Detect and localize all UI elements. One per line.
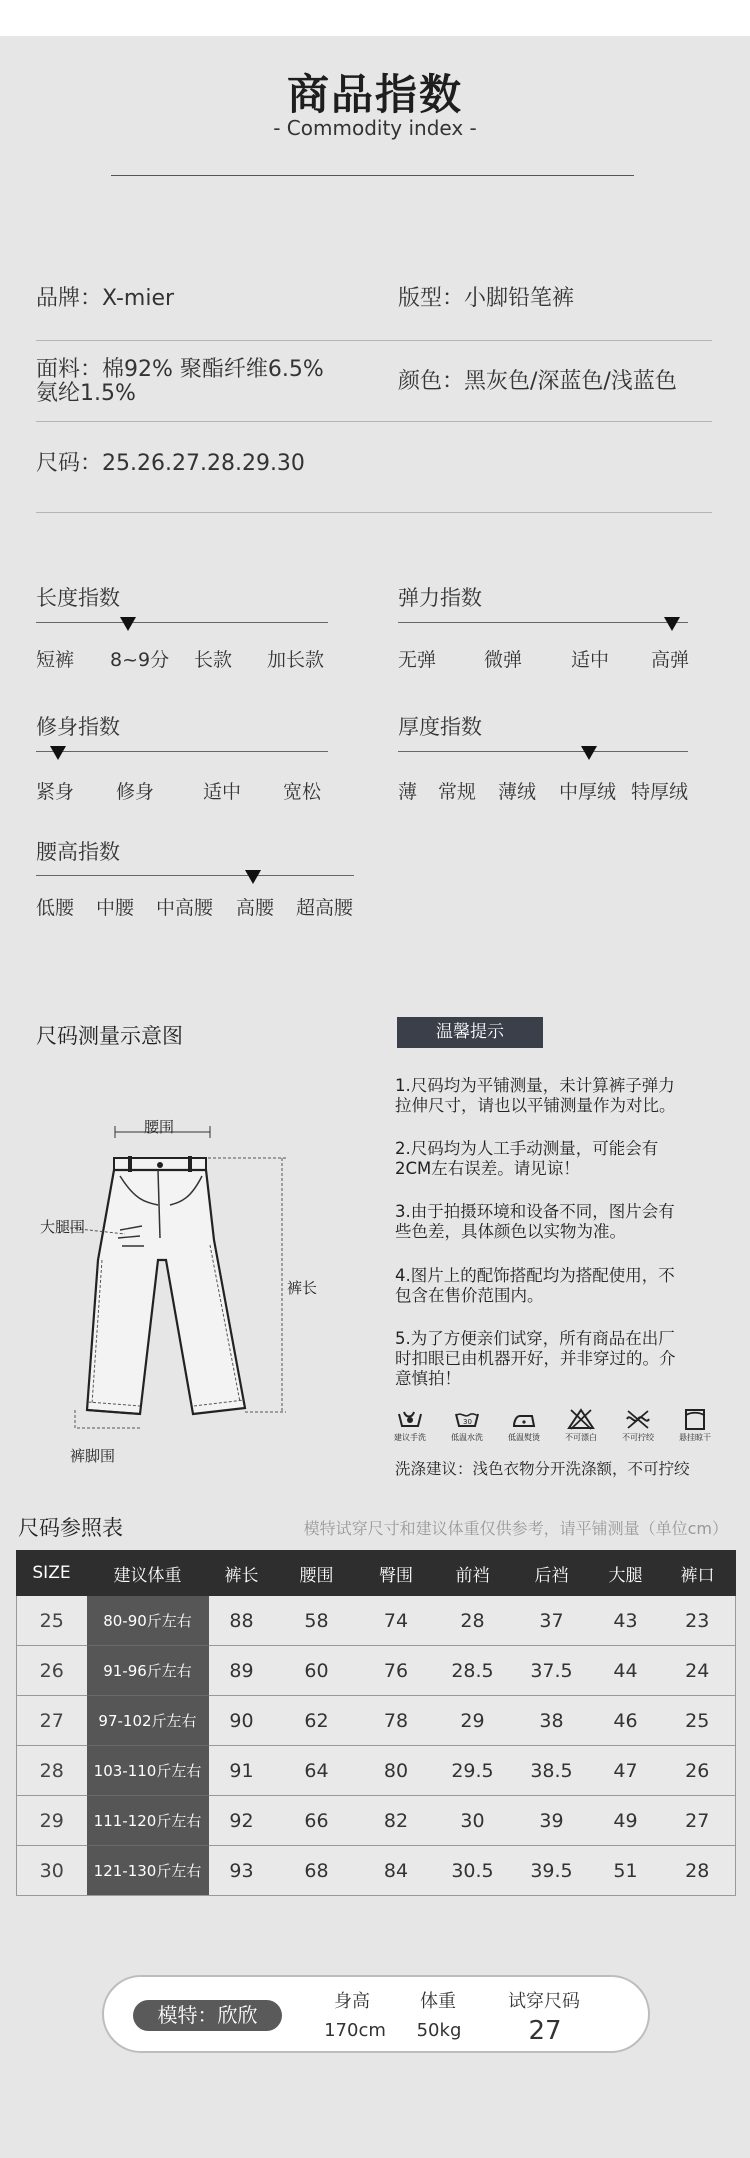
table-cell: 43 [592,1596,660,1646]
table-cell: 47 [592,1746,660,1796]
slim-option: 修身 [116,781,155,803]
table-cell: 82 [359,1796,434,1846]
fabric-attr-line1: 面料：棉92% 聚酯纤维6.5% [36,357,324,382]
slim-index-scale [36,751,328,752]
low-temp-iron-icon: 低温熨烫 [506,1408,542,1443]
table-row [17,1846,736,1896]
elasticity-option: 微弹 [484,649,523,671]
tip-4-line-1: 4.图片上的配饰搭配均为搭配使用，不 [395,1266,675,1285]
header-front-rise: 前裆 [434,1551,512,1596]
length-index-scale [36,622,328,623]
tips-badge: 温馨提示 [397,1017,543,1048]
table-cell: 28.5 [434,1646,512,1696]
table-row [17,1746,736,1796]
header-weight: 建议体重 [87,1551,209,1596]
page-title: 商品指数 [286,70,463,119]
table-cell: 39.5 [512,1846,592,1896]
size-cell: 28 [17,1746,87,1796]
brand-attr: 品牌：X-mier [36,286,175,311]
size-cell: 25 [17,1596,87,1646]
attr-divider [36,340,712,341]
slim-index-marker [50,746,66,760]
header-back-rise: 后裆 [512,1551,592,1596]
header-waist: 腰围 [275,1551,359,1596]
table-cell: 88 [209,1596,275,1646]
slim-option: 适中 [203,781,242,803]
sizes-attr: 尺码：25.26.27.28.29.30 [36,451,305,476]
table-cell: 37 [512,1596,592,1646]
length-index-marker [120,617,136,631]
table-cell: 80 [359,1746,434,1796]
size-table-note: 模特试穿尺寸和建议体重仅供参考，请平铺测量（单位cm） [303,1519,728,1538]
title-divider [111,175,634,176]
slim-option: 宽松 [283,781,322,803]
table-cell: 89 [209,1646,275,1696]
thickness-index-title: 厚度指数 [398,715,482,739]
table-cell: 39 [512,1796,592,1846]
thickness-index-scale [398,751,688,752]
header-size: SIZE [17,1551,87,1596]
weight-cell: 121-130斤左右 [87,1846,209,1896]
model-height-label: 身高 [334,1991,370,2012]
table-cell: 29.5 [434,1746,512,1796]
no-bleach-icon: 不可漂白 [563,1408,599,1443]
length-index-title: 长度指数 [36,586,120,610]
table-cell: 66 [275,1796,359,1846]
waist-option-selected: 高腰 [236,897,275,919]
length-option: 长款 [194,649,233,671]
model-weight-value: 50kg [416,2020,462,2041]
tip-5-line-1: 5.为了方便亲们试穿，所有商品在出厂 [395,1329,675,1348]
table-cell: 28 [434,1596,512,1646]
table-cell: 30.5 [434,1846,512,1896]
waist-option: 中高腰 [156,897,214,919]
thickness-option: 薄绒 [498,781,537,803]
table-cell: 64 [275,1746,359,1796]
weight-cell: 91-96斤左右 [87,1646,209,1696]
table-cell: 62 [275,1696,359,1746]
model-size-value: 27 [528,2016,562,2046]
measure-section-title: 尺码测量示意图 [36,1024,183,1048]
table-row [17,1646,736,1696]
tip-4-line-2: 包含在售价范围内。 [395,1286,544,1305]
elasticity-option: 适中 [571,649,610,671]
table-cell: 84 [359,1846,434,1896]
low-temp-wash-icon: 30 低温水洗 [449,1408,485,1443]
size-cell: 27 [17,1696,87,1746]
tip-2-line-1: 2.尺码均为人工手动测量，可能会有 [395,1139,659,1158]
table-cell: 23 [660,1596,736,1646]
header-hip: 臀围 [359,1551,434,1596]
size-cell: 30 [17,1846,87,1896]
table-cell: 27 [660,1796,736,1846]
waist-index-marker [245,870,261,884]
table-cell: 28 [660,1846,736,1896]
header-thigh: 大腿 [592,1551,660,1596]
waist-option: 中腰 [96,897,135,919]
thickness-option: 薄 [398,781,418,803]
waist-option: 低腰 [36,897,75,919]
table-cell: 26 [660,1746,736,1796]
table-cell: 91 [209,1746,275,1796]
table-cell: 60 [275,1646,359,1696]
table-row [17,1696,736,1746]
weight-cell: 103-110斤左右 [87,1746,209,1796]
length-option: 加长款 [267,649,325,671]
tip-1-line-1: 1.尺码均为平铺测量，未计算裤子弹力 [395,1076,675,1095]
table-row [17,1796,736,1846]
model-size-label: 试穿尺码 [508,1991,580,2012]
model-height-value: 170cm [324,2020,386,2041]
slim-index-title: 修身指数 [36,715,120,739]
no-wring-icon: 不可拧绞 [620,1408,656,1443]
table-cell: 68 [275,1846,359,1896]
waist-option: 超高腰 [296,897,354,919]
waist-index-scale [36,875,354,876]
elasticity-option-selected: 高弹 [651,649,690,671]
size-table [16,1550,736,1896]
table-cell: 44 [592,1646,660,1696]
table-row [17,1596,736,1646]
elasticity-option: 无弹 [398,649,437,671]
table-cell: 24 [660,1646,736,1696]
tip-2-line-2: 2CM左右误差。请见谅！ [395,1159,580,1178]
weight-cell: 80-90斤左右 [87,1596,209,1646]
hem-measure-label: 裤脚围 [70,1447,116,1465]
table-cell: 38 [512,1696,592,1746]
color-attr: 颜色：黑灰色/深蓝色/浅蓝色 [398,369,677,394]
thickness-option: 特厚绒 [631,781,689,803]
model-weight-label: 体重 [420,1991,456,2012]
attr-divider [36,512,712,513]
table-cell: 93 [209,1846,275,1896]
table-cell: 51 [592,1846,660,1896]
model-name-badge: 模特：欣欣 [133,2000,282,2031]
table-cell: 90 [209,1696,275,1746]
header-hem: 裤口 [660,1551,736,1596]
tip-5-line-3: 意慎拍！ [395,1369,461,1388]
table-cell: 78 [359,1696,434,1746]
waist-measure-label: 腰围 [144,1118,175,1136]
page-subtitle: - Commodity index - [273,116,477,140]
thigh-measure-label: 大腿围 [40,1218,86,1236]
attr-divider [36,421,712,422]
svg-text:30: 30 [463,1418,472,1426]
fit-attr: 版型：小脚铅笔裤 [398,286,575,311]
elasticity-index-title: 弹力指数 [398,586,482,610]
table-cell: 92 [209,1796,275,1846]
weight-cell: 111-120斤左右 [87,1796,209,1846]
elasticity-index-marker [664,617,680,631]
thickness-option: 常规 [438,781,477,803]
table-cell: 37.5 [512,1646,592,1696]
tip-3-line-2: 些色差，具体颜色以实物为准。 [395,1222,626,1241]
table-cell: 30 [434,1796,512,1846]
elasticity-index-scale [398,622,688,623]
fabric-attr-line2: 氨纶1.5% [36,381,136,406]
length-option: 短裤 [36,649,75,671]
waist-index-title: 腰高指数 [36,840,120,864]
size-table-header [17,1551,736,1596]
table-cell: 74 [359,1596,434,1646]
hand-wash-icon: 建议手洗 [392,1408,428,1443]
tip-1-line-2: 拉伸尺寸，请也以平铺测量作为对比。 [395,1096,676,1115]
thickness-option-selected: 中厚绒 [559,781,617,803]
size-cell: 29 [17,1796,87,1846]
table-cell: 58 [275,1596,359,1646]
length-option-selected: 8~9分 [110,649,170,671]
table-cell: 38.5 [512,1746,592,1796]
slim-option-selected: 紧身 [36,781,75,803]
table-cell: 46 [592,1696,660,1746]
length-measure-label: 裤长 [287,1279,318,1297]
size-table-title: 尺码参照表 [18,1516,123,1540]
table-cell: 49 [592,1796,660,1846]
size-cell: 26 [17,1646,87,1696]
thickness-index-marker [581,746,597,760]
table-cell: 25 [660,1696,736,1746]
table-cell: 76 [359,1646,434,1696]
tip-5-line-2: 时扣眼已由机器开好，并非穿过的。介 [395,1349,676,1368]
header-length: 裤长 [209,1551,275,1596]
tip-3-line-1: 3.由于拍摄环境和设备不同，图片会有 [395,1202,675,1221]
wash-advice: 洗涤建议：浅色衣物分开洗涤额，不可拧绞 [395,1460,690,1478]
hang-dry-icon: 悬挂晾干 [677,1408,713,1443]
table-cell: 29 [434,1696,512,1746]
weight-cell: 97-102斤左右 [87,1696,209,1746]
